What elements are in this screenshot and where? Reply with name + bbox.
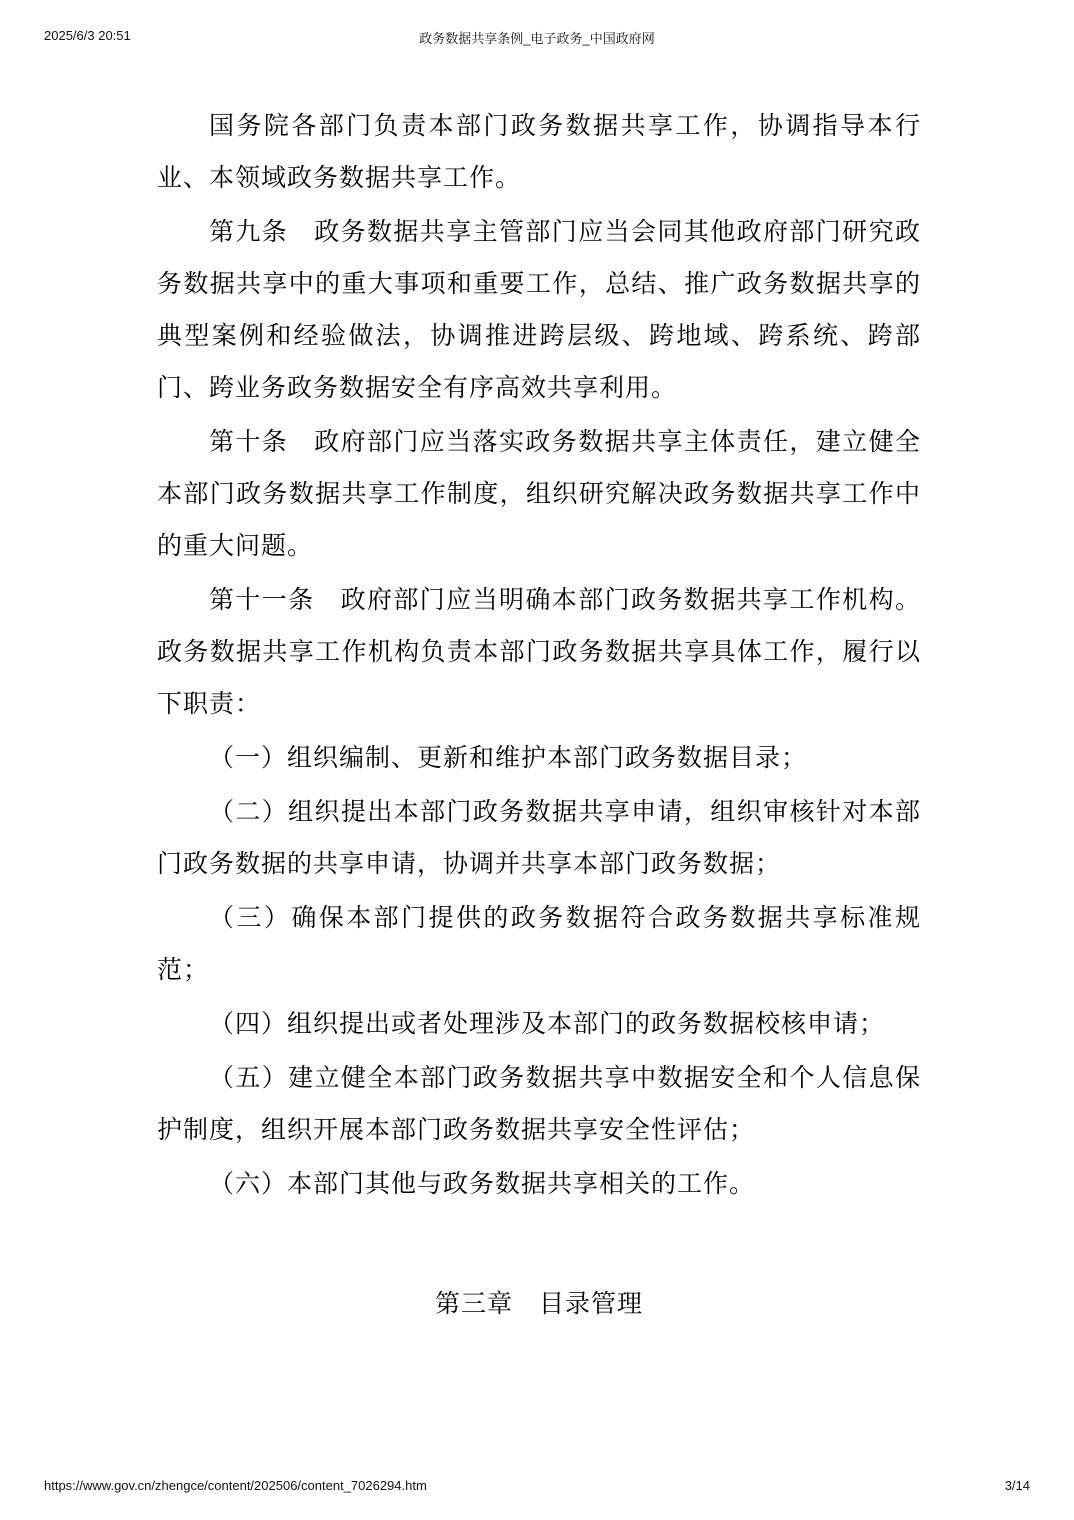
article-10 [157,416,921,572]
article-9 [157,206,921,414]
article-number: 第九条 [209,217,289,246]
chapter-heading: 第三章 目录管理 [434,1289,643,1318]
list-item: （六）本部门其他与政务数据共享相关的工作。 [209,1169,756,1198]
article-11 [157,574,921,730]
article-number: 第十一条 [209,585,315,614]
document-body [157,100,921,1210]
list-item: （五）建立健全本部门政务数据共享中数据安全和个人信息保护制度，组织开展本部门政务数据共享安全性评估； [157,1063,921,1144]
article-number: 第十条 [209,427,289,456]
article-text: 政府部门应当落实政务数据共享主体责任，建立健全本部门政务数据共享工作制度，组织研究解决政务数据共享工作中的重大问题。 [157,427,921,560]
print-page-title: 政务数据共享条例_电子政务_中国政府网 [419,31,655,46]
list-item: （四）组织提出或者处理涉及本部门的政务数据校核申请； [209,1009,886,1038]
list-item: （一）组织编制、更新和维护本部门政务数据目录； [209,743,808,772]
print-header [0,28,1074,48]
list-item: （二）组织提出本部门政务数据共享申请，组织审核针对本部门政务数据的共享申请，协调并共享本部门政务数据； [157,797,921,878]
article-text: 政府部门应当明确本部门政务数据共享工作机构。政务数据共享工作机构负责本部门政务数据共享具体工作，履行以下职责： [157,585,921,718]
page-number: 3/14 [1004,1478,1030,1493]
paragraph-state-council-departments: 国务院各部门负责本部门政务数据共享工作，协调指导本行业、本领域政务数据共享工作。 [157,111,921,192]
print-datetime: 2025/6/3 20:51 [44,28,131,43]
print-footer [0,1478,1074,1498]
print-url: https://www.gov.cn/zhengce/content/202506/content_7026294.htm [44,1478,427,1493]
article-text: 政务数据共享主管部门应当会同其他政府部门研究政务数据共享中的重大事项和重要工作，总结、推广政务数据共享的典型案例和经验做法，协调推进跨层级、跨地域、跨系统、跨部门、跨业务政务数据安全有序高效共享利用。 [157,217,921,402]
list-item: （三）确保本部门提供的政务数据符合政务数据共享标准规范； [157,903,921,984]
